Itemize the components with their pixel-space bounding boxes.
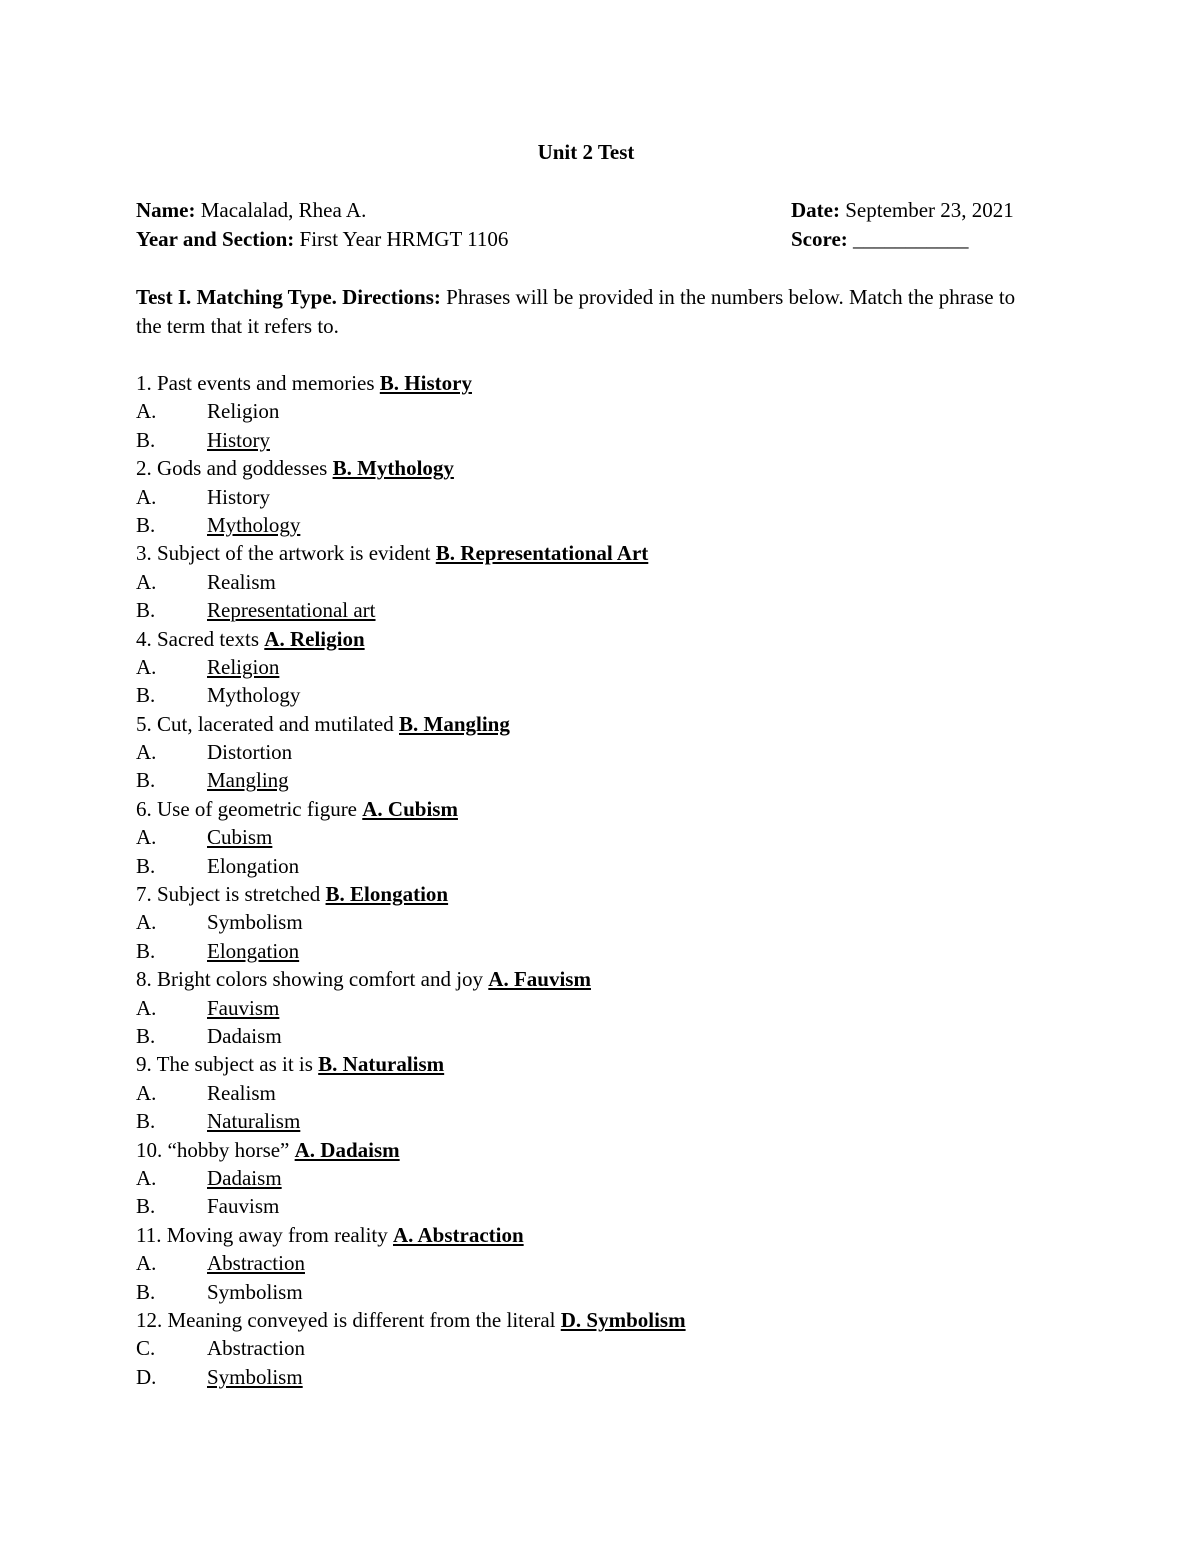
question-prompt: 6. Use of geometric figure — [136, 796, 363, 821]
option-text: Realism — [207, 569, 276, 594]
option-text: Abstraction — [207, 1336, 305, 1361]
option-item — [136, 1079, 1046, 1107]
question-item — [136, 454, 1046, 482]
question-item — [136, 625, 1046, 653]
option-text: Elongation — [207, 853, 300, 878]
option-item — [136, 766, 1046, 794]
question-answer: A. Cubism — [362, 796, 458, 821]
question-answer: A. Abstraction — [393, 1222, 524, 1247]
question-item — [136, 965, 1046, 993]
question-list — [136, 369, 1046, 1391]
question-answer: A. Fauvism — [488, 967, 591, 992]
option-item — [136, 596, 1046, 624]
question-prompt: 8. Bright colors showing comfort and joy — [136, 967, 489, 992]
option-text: Abstraction — [207, 1251, 305, 1276]
question-prompt: 3. Subject of the artwork is evident — [136, 541, 436, 566]
option-letter: A. — [136, 484, 157, 509]
question-prompt: 9. The subject as it is — [136, 1052, 319, 1077]
option-item — [136, 823, 1046, 851]
option-letter: C. — [136, 1336, 156, 1361]
option-item — [136, 852, 1046, 880]
option-item — [136, 483, 1046, 511]
option-letter: A. — [136, 825, 157, 850]
option-text: Mythology — [207, 683, 301, 708]
option-item — [136, 1249, 1046, 1277]
option-item — [136, 1278, 1046, 1306]
option-item — [136, 397, 1046, 425]
question-answer: D. Symbolism — [560, 1307, 686, 1332]
question-item — [136, 710, 1046, 738]
option-text: Mangling — [207, 768, 289, 793]
option-letter: B. — [136, 1279, 156, 1304]
option-text: Fauvism — [207, 995, 280, 1020]
name-field — [136, 196, 366, 225]
option-item — [136, 908, 1046, 936]
name-value: Macalalad, Rhea A. — [195, 198, 367, 222]
question-answer: B. Elongation — [325, 882, 449, 907]
option-letter: A. — [136, 1251, 157, 1276]
option-text: Fauvism — [207, 1194, 280, 1219]
option-item — [136, 681, 1046, 709]
option-text: Naturalism — [207, 1109, 301, 1134]
option-text: Realism — [207, 1080, 276, 1105]
option-item — [136, 1334, 1046, 1362]
question-answer: B. Naturalism — [318, 1052, 445, 1077]
option-letter: B. — [136, 1023, 156, 1048]
question-item — [136, 880, 1046, 908]
test-directions — [136, 283, 1046, 341]
header-row-section-score — [136, 225, 1046, 254]
section-value: First Year HRMGT 1106 — [294, 227, 509, 251]
question-prompt: 11. Moving away from reality — [136, 1222, 393, 1247]
option-text: Cubism — [207, 825, 273, 850]
option-item — [136, 568, 1046, 596]
option-text: Representational art — [207, 598, 376, 623]
score-field — [791, 225, 969, 254]
option-text: History — [207, 484, 270, 509]
question-item — [136, 1306, 1046, 1334]
section-label: Year and Section: — [136, 227, 295, 251]
option-letter: B. — [136, 853, 156, 878]
question-item — [136, 795, 1046, 823]
page-title: Unit 2 Test — [537, 140, 635, 164]
option-letter: B. — [136, 598, 156, 623]
option-item — [136, 511, 1046, 539]
header-row-name-date — [136, 196, 1046, 225]
date-label: Date: — [791, 198, 840, 222]
directions-label: Test I. Matching Type. Directions: — [136, 285, 441, 309]
option-item — [136, 1107, 1046, 1135]
question-prompt: 1. Past events and memories — [136, 371, 380, 395]
option-item — [136, 937, 1046, 965]
name-label: Name: — [136, 198, 196, 222]
option-letter: B. — [136, 427, 156, 452]
question-prompt: 4. Sacred texts — [136, 626, 265, 651]
option-item — [136, 1192, 1046, 1220]
option-letter: D. — [136, 1364, 157, 1389]
option-letter: B. — [136, 1109, 156, 1134]
option-letter: A. — [136, 740, 157, 765]
question-prompt: 5. Cut, lacerated and mutilated — [136, 711, 399, 736]
option-letter: A. — [136, 1080, 157, 1105]
option-text: Symbolism — [207, 1279, 303, 1304]
option-text: Distortion — [207, 740, 293, 765]
directions-text: Phrases will be provided in the numbers below. Match the phrase to the term that it refers to. — [136, 285, 1016, 338]
date-field — [791, 196, 1014, 225]
option-item — [136, 1022, 1046, 1050]
option-letter: A. — [136, 910, 157, 935]
option-text: Dadaism — [207, 1165, 282, 1190]
question-item — [136, 1136, 1046, 1164]
option-item — [136, 1363, 1046, 1391]
question-answer: B. Representational Art — [435, 541, 649, 566]
option-letter: A. — [136, 654, 157, 679]
option-letter: A. — [136, 569, 157, 594]
option-item — [136, 1164, 1046, 1192]
option-text: Symbolism — [207, 1364, 303, 1389]
question-prompt: 12. Meaning conveyed is different from the literal — [136, 1307, 561, 1332]
option-letter: B. — [136, 512, 156, 537]
question-prompt: 7. Subject is stretched — [136, 882, 326, 907]
question-item — [136, 1050, 1046, 1078]
question-item — [136, 369, 1046, 397]
question-answer: B. Mangling — [399, 711, 510, 736]
option-letter: A. — [136, 399, 157, 424]
question-prompt: 2. Gods and goddesses — [136, 456, 333, 481]
option-text: Elongation — [207, 938, 300, 963]
option-letter: B. — [136, 768, 156, 793]
option-text: Religion — [207, 654, 280, 679]
question-answer: B. Mythology — [332, 456, 454, 481]
score-label: Score: — [791, 227, 848, 251]
option-item — [136, 994, 1046, 1022]
option-text: Mythology — [207, 512, 301, 537]
question-prompt: 10. “hobby horse” — [136, 1137, 295, 1162]
question-answer: A. Dadaism — [294, 1137, 400, 1162]
option-item — [136, 426, 1046, 454]
option-letter: B. — [136, 1194, 156, 1219]
section-field — [136, 225, 508, 254]
option-letter: A. — [136, 1165, 157, 1190]
option-item — [136, 738, 1046, 766]
question-item — [136, 1221, 1046, 1249]
option-text: Religion — [207, 399, 280, 424]
question-answer: A. Religion — [264, 626, 365, 651]
date-value: September 23, 2021 — [839, 198, 1014, 222]
option-letter: B. — [136, 683, 156, 708]
question-answer: B. History — [379, 371, 472, 395]
option-text: History — [207, 427, 270, 452]
option-letter: A. — [136, 995, 157, 1020]
option-item — [136, 653, 1046, 681]
option-letter: B. — [136, 938, 156, 963]
option-text: Symbolism — [207, 910, 303, 935]
question-item — [136, 539, 1046, 567]
option-text: Dadaism — [207, 1023, 282, 1048]
score-value: ___________ — [847, 227, 969, 251]
